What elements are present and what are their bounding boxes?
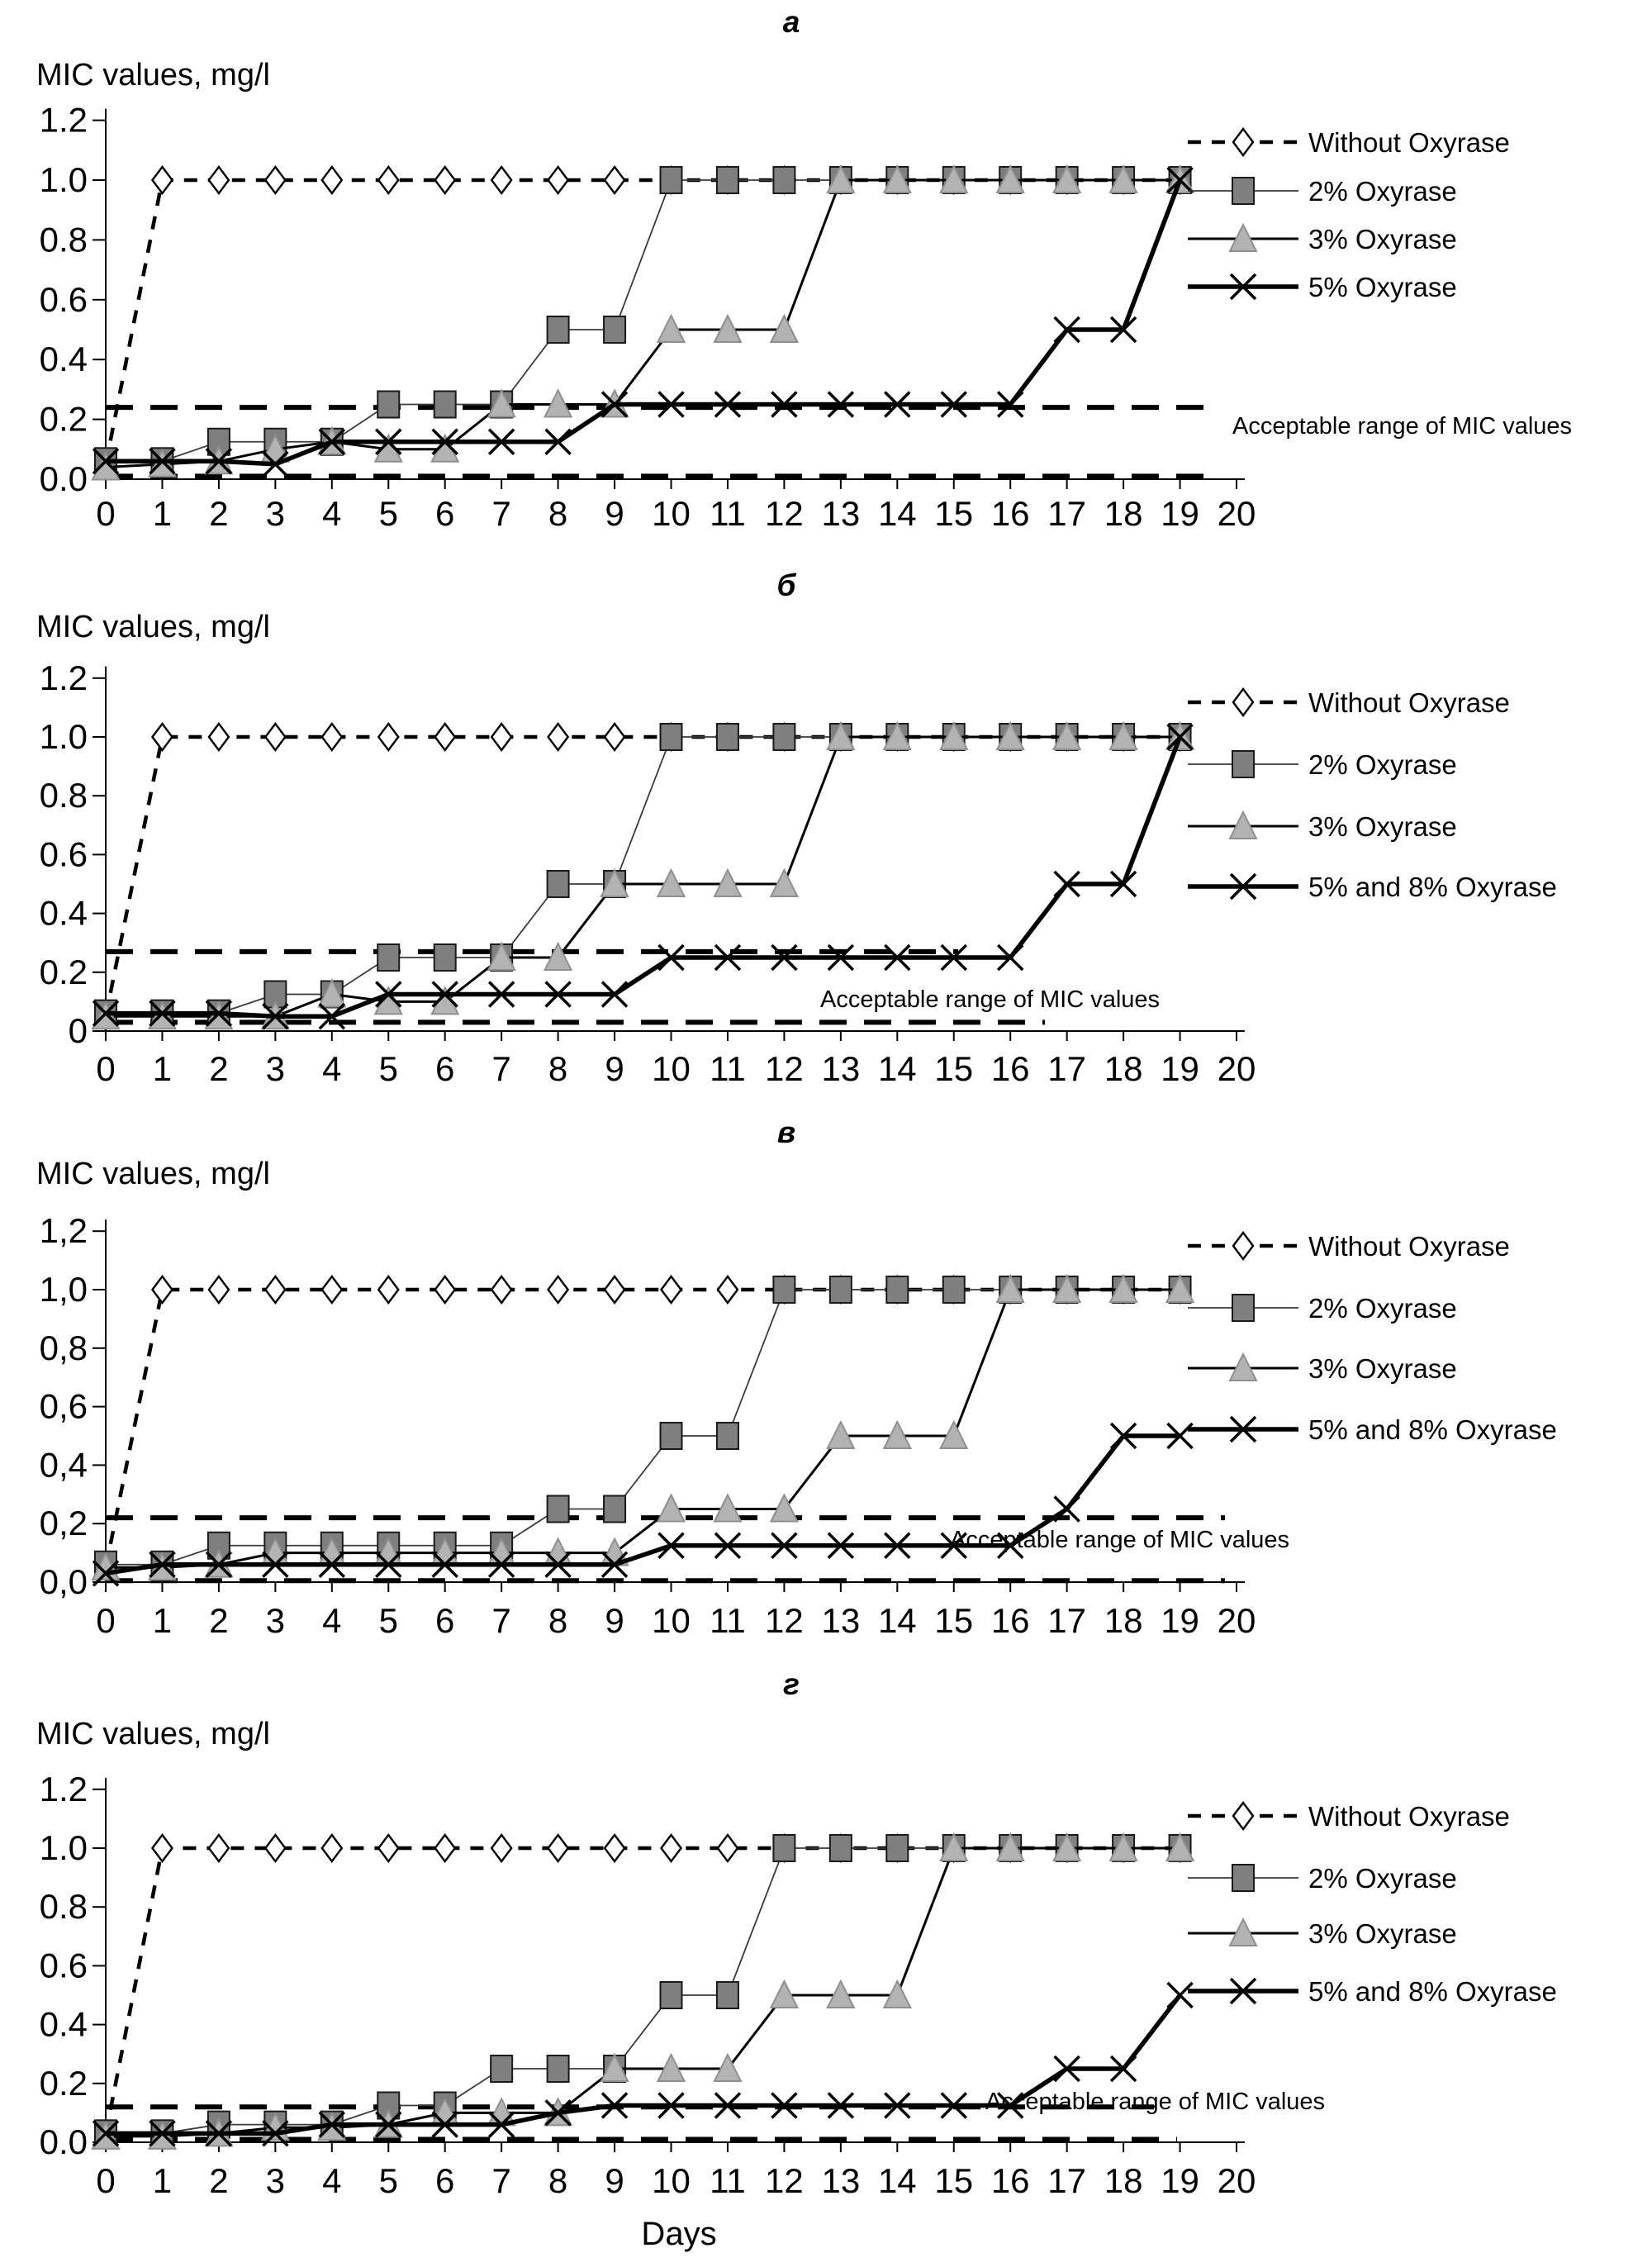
y-tick-label: 1.0: [39, 717, 88, 756]
diamond-marker-icon: [435, 167, 455, 193]
diamond-marker-icon: [209, 167, 229, 193]
legend: [1188, 1231, 1557, 1445]
diamond-marker-icon: [209, 1835, 229, 1861]
square-marker-icon: [886, 1835, 908, 1861]
x-tick-label: 8: [548, 2161, 568, 2200]
x-tick-label: 11: [710, 1601, 746, 1640]
x-tick-label: 19: [1161, 494, 1199, 533]
x-tick-label: 2: [209, 2161, 229, 2200]
legend-item: [1188, 1414, 1557, 1445]
square-marker-icon: [943, 1276, 965, 1303]
series-line: [106, 737, 1180, 1014]
diamond-marker-icon: [378, 724, 398, 750]
x-tick-label: 1: [152, 1601, 173, 1640]
series-line: [106, 737, 1180, 1016]
x-tick-label: 17: [1047, 494, 1087, 533]
series-line: [106, 180, 1180, 468]
legend-label: Without Oxyrase: [1308, 687, 1510, 718]
y-tick-label: 1.0: [39, 1828, 88, 1867]
x-tick-label: 12: [765, 2161, 804, 2200]
x-tick-label: 15: [934, 1049, 974, 1088]
x-tick-label: 10: [652, 2161, 691, 2200]
x-tick-label: 4: [322, 494, 342, 533]
square-marker-icon: [377, 944, 399, 971]
x-tick-label: 2: [209, 494, 229, 533]
diamond-marker-icon: [209, 724, 229, 750]
legend-item: [1188, 1801, 1510, 1832]
series-x: [93, 168, 1193, 477]
x-tick-label: 3: [265, 2161, 286, 2200]
diamond-marker-icon: [605, 724, 624, 750]
x-tick-label: 17: [1047, 1601, 1087, 1640]
square-marker-icon: [717, 1423, 738, 1449]
x-tick-label: 7: [491, 494, 511, 533]
square-marker-icon: [1232, 178, 1254, 204]
y-axis-title-v: MIC values, mg/l: [36, 1157, 270, 1191]
chart-a: [40, 101, 1510, 533]
x-tick-label: 9: [605, 2161, 624, 2200]
square-marker-icon: [1232, 1865, 1254, 1891]
legend-label: 5% Oxyrase: [1308, 272, 1457, 302]
x-marker-icon: [1168, 1983, 1193, 2008]
x-tick-label: 1: [152, 1049, 173, 1088]
legend-label: 3% Oxyrase: [1308, 1918, 1457, 1949]
square-marker-icon: [377, 392, 399, 418]
x-tick-label: 20: [1217, 2161, 1256, 2200]
x-tick-label: 12: [765, 1601, 804, 1640]
x-tick-label: 18: [1104, 1601, 1143, 1640]
y-tick-label: 0,2: [39, 1504, 88, 1543]
x-tick-label: 7: [491, 1601, 511, 1640]
legend-item: [1188, 272, 1457, 302]
x-tick-label: 4: [322, 1601, 342, 1640]
square-marker-icon: [773, 1835, 795, 1861]
square-marker-icon: [491, 2056, 512, 2082]
legend-item: [1188, 1863, 1457, 1894]
y-tick-label: 0.6: [39, 834, 88, 874]
x-tick-label: 7: [491, 1049, 511, 1088]
diamond-marker-icon: [378, 1835, 398, 1861]
x-tick-label: 14: [877, 1049, 917, 1088]
legend: [1188, 127, 1510, 302]
y-tick-label: 0.4: [39, 340, 88, 379]
diamond-marker-icon: [322, 1835, 342, 1861]
y-tick-label: 1,2: [39, 1211, 88, 1251]
diamond-marker-icon: [548, 1835, 568, 1861]
y-tick-label: 0,6: [39, 1386, 88, 1426]
chart-b-title: б: [776, 568, 796, 602]
diamond-marker-icon: [1233, 1233, 1253, 1259]
x-tick-label: 12: [765, 1049, 804, 1088]
square-marker-icon: [661, 1423, 682, 1449]
legend-item: [1188, 872, 1557, 902]
chart-b: [40, 658, 1557, 1088]
y-tick-label: 0.2: [39, 952, 88, 991]
y-tick-label: 1.0: [39, 160, 88, 199]
square-marker-icon: [604, 1496, 625, 1523]
x-tick-label: 5: [378, 1049, 398, 1088]
x-tick-label: 20: [1217, 494, 1256, 533]
x-tick-label: 0: [96, 1049, 116, 1088]
square-marker-icon: [661, 724, 682, 750]
chart-a-title: а: [782, 5, 800, 39]
x-tick-label: 14: [877, 2161, 917, 2200]
x-tick-label: 6: [435, 1049, 455, 1088]
diamond-marker-icon: [378, 167, 398, 193]
x-tick-label: 2: [209, 1601, 229, 1640]
square-marker-icon: [661, 1982, 682, 2008]
x-tick-label: 8: [548, 1601, 568, 1640]
square-marker-icon: [548, 316, 569, 343]
diamond-marker-icon: [265, 724, 285, 750]
square-marker-icon: [434, 392, 456, 418]
x-tick-label: 4: [322, 1049, 342, 1088]
x-axis-title: Days: [641, 2216, 717, 2252]
legend: [1188, 1801, 1557, 2007]
square-marker-icon: [548, 871, 569, 897]
x-tick-label: 6: [435, 494, 455, 533]
legend-item: [1188, 224, 1457, 254]
x-tick-label: 10: [652, 494, 691, 533]
series-line: [106, 1290, 1180, 1567]
series-line: [106, 180, 1180, 461]
x-tick-label: 16: [990, 1601, 1030, 1640]
x-tick-label: 20: [1217, 1601, 1256, 1640]
y-tick-label: 1.2: [39, 1769, 88, 1808]
y-tick-label: 0,4: [39, 1445, 88, 1485]
x-tick-label: 16: [990, 1049, 1030, 1088]
y-tick-label: 0.8: [39, 776, 88, 815]
diamond-marker-icon: [152, 1835, 172, 1861]
square-marker-icon: [830, 1835, 852, 1861]
chart-g: [40, 1770, 1557, 2200]
legend-label: 5% and 8% Oxyrase: [1308, 1414, 1557, 1445]
x-tick-label: 6: [435, 2161, 455, 2200]
diamond-marker-icon: [1233, 129, 1253, 155]
series-line: [106, 180, 1180, 464]
y-tick-label: 1.2: [39, 100, 88, 140]
x-tick-label: 11: [710, 1049, 746, 1088]
x-tick-label: 10: [652, 1049, 691, 1088]
chart-v-title: в: [776, 1115, 796, 1149]
square-marker-icon: [886, 1276, 908, 1303]
y-tick-label: 0.0: [39, 2122, 88, 2161]
legend-item: [1188, 1231, 1510, 1262]
x-tick-label: 19: [1161, 1049, 1199, 1088]
series-square: [95, 724, 1191, 1027]
legend-label: 5% and 8% Oxyrase: [1308, 1976, 1557, 2007]
legend-label: 5% and 8% Oxyrase: [1308, 872, 1557, 902]
y-tick-label: 0.6: [39, 1946, 88, 1985]
legend-item: [1188, 127, 1510, 158]
legend-item: [1188, 1293, 1457, 1324]
legend-label: 3% Oxyrase: [1308, 224, 1457, 254]
legend-label: Without Oxyrase: [1308, 1231, 1510, 1262]
diamond-marker-icon: [548, 724, 568, 750]
y-tick-label: 1,0: [39, 1270, 88, 1309]
diamond-marker-icon: [491, 1835, 511, 1861]
series-diamond: [96, 167, 1190, 478]
square-marker-icon: [548, 2056, 569, 2082]
diamond-marker-icon: [1233, 1803, 1253, 1829]
series-x: [93, 1423, 1193, 1585]
square-marker-icon: [717, 724, 738, 750]
x-tick-label: 15: [934, 2161, 974, 2200]
x-tick-label: 11: [710, 2161, 746, 2200]
x-tick-label: 13: [821, 494, 861, 533]
legend-item: [1188, 687, 1510, 718]
series-line: [106, 180, 1180, 464]
square-marker-icon: [773, 167, 795, 193]
diamond-marker-icon: [378, 1276, 398, 1303]
x-tick-label: 12: [765, 494, 804, 533]
x-tick-label: 4: [322, 2161, 342, 2200]
square-marker-icon: [661, 167, 682, 193]
y-tick-label: 0.4: [39, 2004, 88, 2044]
diamond-marker-icon: [605, 1276, 624, 1303]
x-tick-label: 14: [877, 494, 917, 533]
x-tick-label: 1: [152, 2161, 173, 2200]
diamond-marker-icon: [265, 1835, 285, 1861]
x-tick-label: 3: [265, 1601, 286, 1640]
series-line: [106, 1290, 1180, 1567]
diamond-marker-icon: [209, 1276, 229, 1303]
x-tick-label: 15: [934, 494, 974, 533]
diamond-marker-icon: [718, 1276, 738, 1303]
y-tick-label: 0: [68, 1011, 88, 1050]
x-tick-label: 10: [652, 1601, 691, 1640]
y-tick-label: 0.0: [39, 459, 88, 498]
x-tick-label: 18: [1104, 2161, 1143, 2200]
x-tick-label: 17: [1047, 1049, 1087, 1088]
legend-item: [1188, 1918, 1457, 1949]
x-tick-label: 18: [1104, 1049, 1143, 1088]
legend-label: 2% Oxyrase: [1308, 749, 1457, 780]
legend-label: 2% Oxyrase: [1308, 1293, 1457, 1324]
x-tick-label: 9: [605, 1601, 624, 1640]
square-marker-icon: [773, 1276, 795, 1303]
x-tick-label: 8: [548, 494, 568, 533]
x-tick-label: 2: [209, 1049, 229, 1088]
series-diamond: [96, 724, 1190, 1029]
legend: [1188, 687, 1557, 902]
diamond-marker-icon: [491, 1276, 511, 1303]
legend-label: 2% Oxyrase: [1308, 1863, 1457, 1894]
x-tick-label: 0: [96, 494, 116, 533]
diamond-marker-icon: [322, 167, 342, 193]
y-tick-label: 0.2: [39, 399, 88, 439]
legend-label: Without Oxyrase: [1308, 1801, 1510, 1832]
x-tick-label: 16: [990, 494, 1030, 533]
series-x: [93, 1983, 1193, 2146]
x-tick-label: 7: [491, 2161, 511, 2200]
legend-label: 3% Oxyrase: [1308, 1353, 1457, 1384]
x-tick-label: 19: [1161, 1601, 1199, 1640]
x-tick-label: 20: [1217, 1049, 1256, 1088]
diamond-marker-icon: [152, 167, 172, 193]
square-marker-icon: [604, 316, 625, 343]
diamond-marker-icon: [435, 724, 455, 750]
y-axis-title-g: MIC values, mg/l: [36, 1717, 270, 1751]
diamond-marker-icon: [265, 167, 285, 193]
square-marker-icon: [1232, 751, 1254, 777]
square-marker-icon: [434, 944, 456, 971]
series-line: [106, 1290, 1180, 1565]
square-marker-icon: [717, 167, 738, 193]
x-tick-label: 3: [265, 1049, 286, 1088]
diamond-marker-icon: [491, 167, 511, 193]
legend-item: [1188, 176, 1457, 207]
legend-item: [1188, 1976, 1557, 2007]
x-tick-label: 5: [378, 494, 398, 533]
diamond-marker-icon: [322, 724, 342, 750]
x-tick-label: 16: [990, 2161, 1030, 2200]
x-tick-label: 1: [152, 494, 173, 533]
x-tick-label: 13: [821, 2161, 861, 2200]
legend-label: 2% Oxyrase: [1308, 176, 1457, 207]
y-tick-label: 0.2: [39, 2063, 88, 2103]
diamond-marker-icon: [548, 167, 568, 193]
series-triangle: [93, 723, 1194, 1029]
y-axis-title-a: MIC values, mg/l: [36, 58, 270, 93]
diamond-marker-icon: [152, 1276, 172, 1303]
chart-v: [40, 1211, 1557, 1640]
diamond-marker-icon: [662, 1835, 681, 1861]
series-x: [93, 725, 1193, 1029]
legend-item: [1188, 811, 1457, 842]
diamond-marker-icon: [605, 1835, 624, 1861]
chart-g-title: г: [783, 1667, 800, 1701]
x-tick-label: 5: [378, 1601, 398, 1640]
x-tick-label: 9: [605, 494, 624, 533]
x-tick-label: 3: [265, 494, 286, 533]
acceptable-range-note-a: Acceptable range of MIC values: [1232, 413, 1573, 440]
diamond-marker-icon: [435, 1276, 455, 1303]
diamond-marker-icon: [718, 1835, 738, 1861]
legend-label: Without Oxyrase: [1308, 127, 1510, 158]
x-tick-label: 0: [96, 1601, 116, 1640]
y-tick-label: 0.8: [39, 220, 88, 259]
x-tick-label: 5: [378, 2161, 398, 2200]
x-tick-label: 0: [96, 2161, 116, 2200]
x-tick-label: 18: [1104, 494, 1143, 533]
series-triangle: [93, 166, 1194, 480]
y-tick-label: 0,8: [39, 1328, 88, 1367]
x-tick-label: 8: [548, 1049, 568, 1088]
x-tick-label: 6: [435, 1601, 455, 1640]
x-tick-label: 14: [877, 1601, 917, 1640]
diamond-marker-icon: [152, 724, 172, 750]
diamond-marker-icon: [265, 1276, 285, 1303]
y-tick-label: 0.6: [39, 279, 88, 319]
x-tick-label: 13: [821, 1601, 861, 1640]
diamond-marker-icon: [435, 1835, 455, 1861]
square-marker-icon: [548, 1496, 569, 1523]
diamond-marker-icon: [662, 1276, 681, 1303]
y-tick-label: 1.2: [39, 658, 88, 697]
x-tick-label: 13: [821, 1049, 861, 1088]
y-tick-label: 0.8: [39, 1887, 88, 1927]
x-tick-label: 15: [934, 1601, 974, 1640]
x-tick-label: 9: [605, 1049, 624, 1088]
diamond-marker-icon: [548, 1276, 568, 1303]
square-marker-icon: [717, 1982, 738, 2008]
x-tick-label: 19: [1161, 2161, 1199, 2200]
acceptable-range-note-g: Acceptable range of MIC values: [985, 2089, 1326, 2115]
diamond-marker-icon: [1233, 689, 1253, 715]
x-tick-label: 11: [710, 494, 746, 533]
legend-item: [1188, 749, 1457, 780]
y-tick-label: 0,0: [39, 1562, 88, 1601]
diamond-marker-icon: [322, 1276, 342, 1303]
square-marker-icon: [830, 1276, 852, 1303]
series-square: [95, 167, 1191, 474]
y-tick-label: 0.4: [39, 893, 88, 933]
diamond-marker-icon: [605, 167, 624, 193]
legend-item: [1188, 1353, 1457, 1384]
y-axis-title-b: MIC values, mg/l: [36, 610, 270, 644]
legend-label: 3% Oxyrase: [1308, 811, 1457, 842]
square-marker-icon: [1232, 1295, 1254, 1321]
acceptable-range-note-v: Acceptable range of MIC values: [950, 1527, 1290, 1553]
acceptable-range-note-b: Acceptable range of MIC values: [820, 986, 1161, 1013]
square-marker-icon: [773, 724, 795, 750]
diamond-marker-icon: [491, 724, 511, 750]
x-tick-label: 17: [1047, 2161, 1087, 2200]
